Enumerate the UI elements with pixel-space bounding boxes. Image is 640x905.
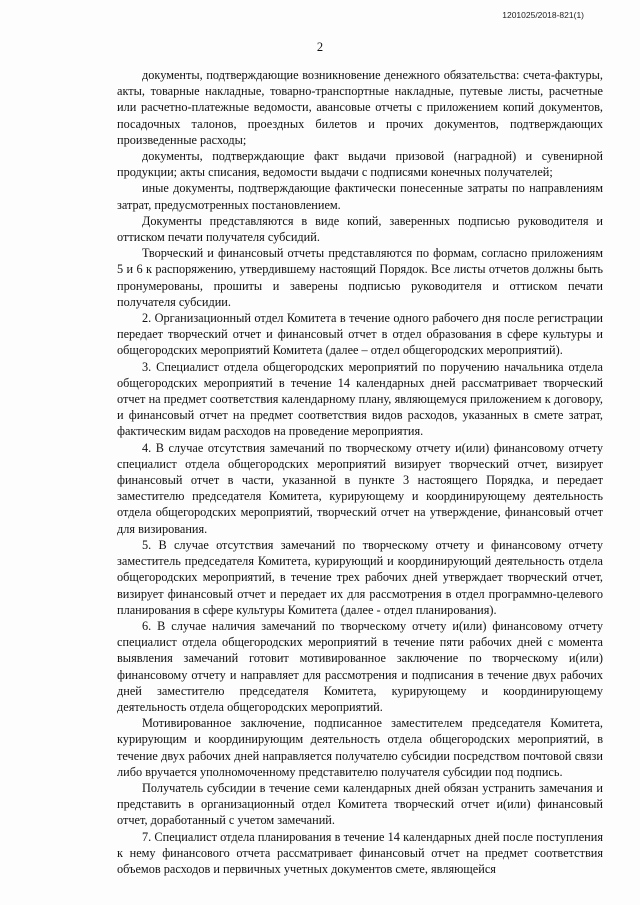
paragraph-other-documents: иные документы, подтверждающие фактически понесенные затраты по направлениям затрат, предусмотренных постановлением. [117, 181, 603, 212]
paragraph-reasoned-conclusion: Мотивированное заключение, подписанное заместителем председателя Комитета, курирующим и координирующим деятельность отдела общегородских мероприятий, в течение двух рабочих дней направляется получателю субсидии посредством почтовой связи либо вручается уполномоченному представителю получателя субсидии под подпись. [117, 716, 603, 779]
paragraph-item-4: 4. В случае отсутствия замечаний по творческому отчету и(или) финансовому отчету специалист отдела общегородских мероприятий визирует творческий отчет, визирует финансовый отчет в части, указанной в пункте 3 настоящего Порядка, и передает заместителю председателя Комитета, курирующему и координирующему деятельность отдела общегородских мероприятий, творческий отчет на утверждение, финансовый отчет для визирования. [117, 440, 603, 536]
paragraph-item-7: 7. Специалист отдела планирования в течение 14 календарных дней после поступления к нему финансового отчета рассматривает финансовый отчет на предмет соответствия объемов расходов и первичных учетных документов смете, являющейся [117, 829, 603, 876]
document-body [117, 67, 603, 877]
paragraph-prize-documents: документы, подтверждающие факт выдачи призовой (наградной) и сувенирной продукции; акты списания, ведомости выдачи с подписями конечных получателей; [117, 149, 603, 180]
paragraph-recipient-obligation: Получатель субсидии в течение семи календарных дней обязан устранить замечания и представить в организационный отдел Комитета творческий отчет и(или) финансовый отчет, доработанный с учетом замечаний. [117, 780, 603, 828]
paragraph-payment-documents: документы, подтверждающие возникновение денежного обязательства: счета-фактуры, акты, товарные накладные, товарно-транспортные накладные, путевые листы, расчетные или расчетно-платежные ведомости, авансовые отчеты с приложением копий документов, посадочных талонов, проездных билетов и прочих документов, подтверждающих произведенные расходы; [117, 68, 603, 147]
paragraph-item-6: 6. В случае наличия замечаний по творческому отчету и(или) финансовому отчету специалист отдела общегородских мероприятий в течение пяти рабочих дней с момента выявления замечаний готовит мотивированное заключение по творческому и(или) финансовому отчету и направляет для рассмотрения и подписания в течение двух рабочих дней заместителю председателя Комитета, курирующему и координирующему деятельность отдела общегородских мероприятий. [117, 618, 603, 714]
paragraph-item-3: 3. Специалист отдела общегородских мероприятий по поручению начальника отдела общегородских мероприятий в течение 14 календарных дней рассматривает творческий отчет на предмет соответствия календарному плану, являющемуся приложением к договору, и финансовый отчет на предмет соответствия видов расходов, указанных в смете затрат, фактическим видам расходов на проведение мероприятия. [117, 359, 603, 439]
paragraph-item-2: 2. Организационный отдел Комитета в течение одного рабочего дня после регистрации передает творческий отчет и финансовый отчет в отдел образования в сфере культуры и общегородских мероприятий Комитета (далее – отдел общегородских мероприятий). [117, 311, 603, 358]
document-id: 1201025/2018-821(1) [502, 10, 584, 20]
paragraph-report-forms: Творческий и финансовый отчеты представляются по формам, согласно приложениям 5 и 6 к распоряжению, утвердившему настоящий Порядок. Все листы отчетов должны быть пронумерованы, прошиты и заверены подписью руководителя и оттиском печати получателя субсидии. [117, 246, 603, 309]
page-number: 2 [316, 40, 324, 54]
paragraph-document-copies: Документы представляются в виде копий, заверенных подписью руководителя и оттиском печати получателя субсидий. [117, 213, 603, 245]
paragraph-item-5: 5. В случае отсутствия замечаний по творческому отчету и финансовому отчету заместитель председателя Комитета, курирующий и координирующий деятельность отдела общегородских мероприятий, в течение трех рабочих дней утверждает творческий отчет, визирует финансовый отчет и передает их для рассмотрения в отдел программно-целевого планирования в сфере культуры Комитета (далее - отдел планирования). [117, 537, 603, 617]
